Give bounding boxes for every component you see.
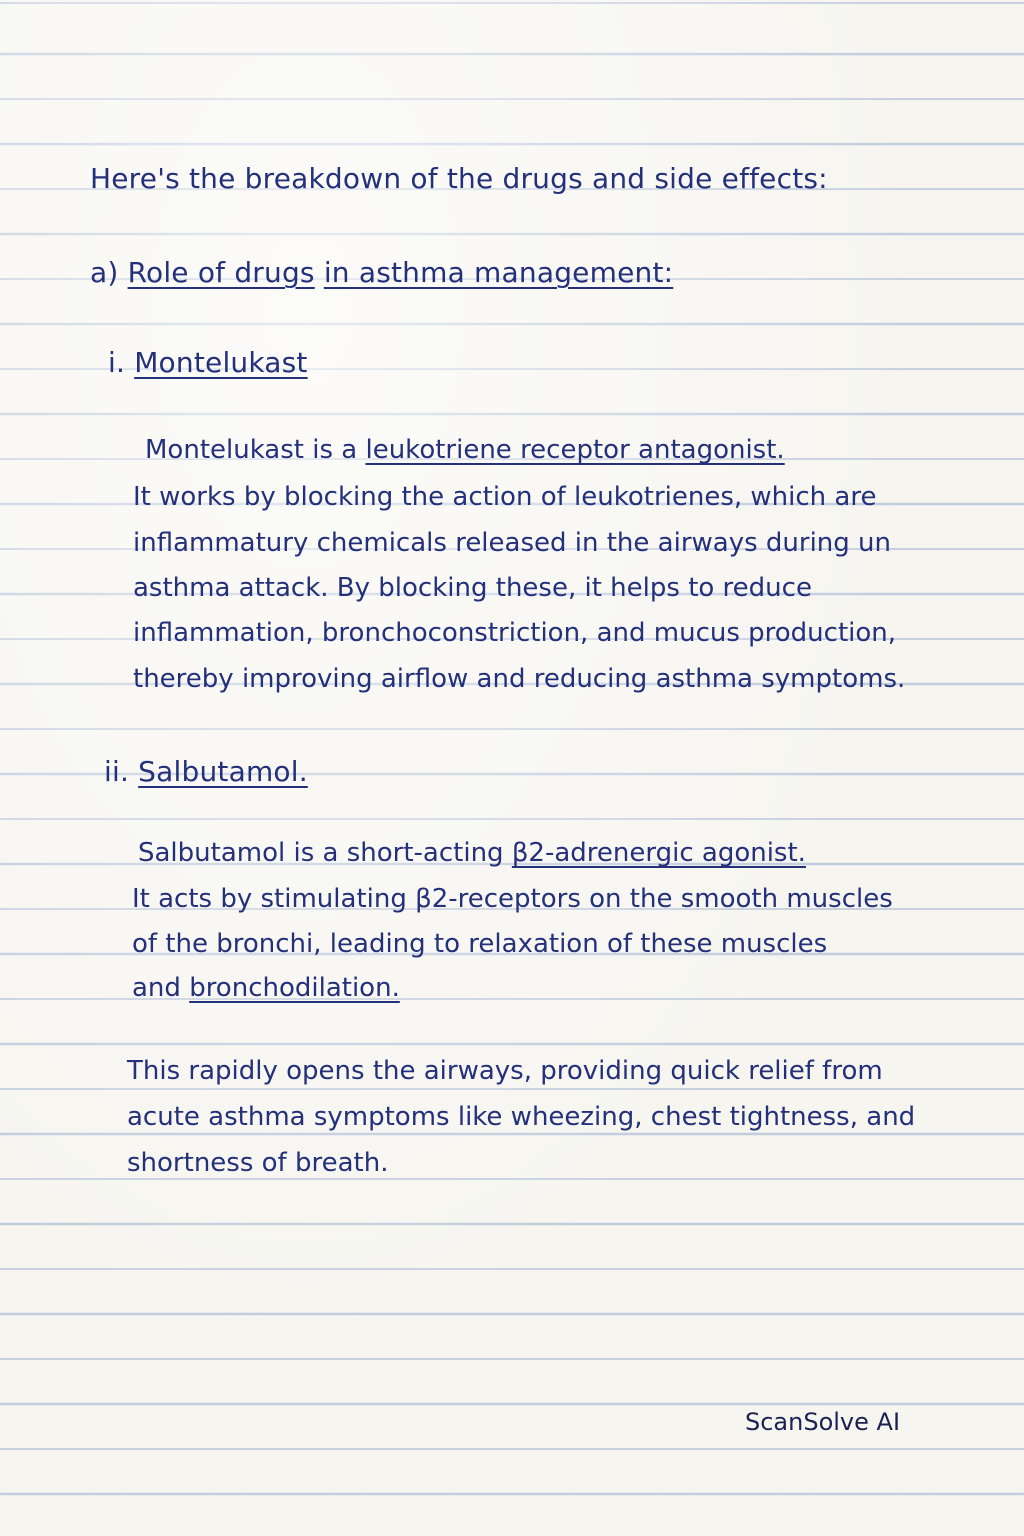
drug-2-last-line [132, 973, 400, 1003]
drug-2-first-line [138, 838, 806, 868]
scansolve-watermark: ScanSolve AI [745, 1408, 901, 1436]
drug-1-first-line [145, 435, 785, 465]
drug-2-name: Salbutamol. [138, 755, 308, 788]
section-a-title-underlined: Role of drugs [127, 256, 315, 289]
section-a-title-rest: in asthma management: [323, 256, 674, 289]
drug-2-heading [104, 755, 308, 788]
drug-2-first-line-lead: Salbutamol is a short-acting [138, 838, 504, 868]
section-a-heading [90, 256, 673, 289]
drug-1-name: Montelukast [134, 346, 308, 379]
drug-2-line: of the bronchi, leading to relaxation of these muscles [132, 929, 828, 959]
intro-heading: Here's the breakdown of the drugs and side effects: [90, 162, 828, 195]
drug-2-class: β2-adrenergic agonist. [511, 838, 806, 868]
drug-1-line: thereby improving airflow and reducing asthma symptoms. [133, 664, 906, 694]
drug-2-line: It acts by stimulating β2-receptors on the smooth muscles [132, 884, 893, 914]
drug-2-last-line-lead: and [132, 973, 181, 1003]
drug-1-line: asthma attack. By blocking these, it helps to reduce [133, 573, 812, 603]
drug-1-first-line-lead: Montelukast is a [145, 435, 358, 465]
drug-1-numeral: i. [108, 346, 126, 379]
drug-2-effect: bronchodilation. [189, 973, 400, 1003]
drug-1-heading [108, 346, 308, 379]
relief-line: shortness of breath. [127, 1148, 389, 1178]
drug-2-numeral: ii. [104, 755, 130, 788]
drug-1-line: inflammatury chemicals released in the airways during un [133, 528, 892, 558]
drug-1-line: It works by blocking the action of leukotrienes, which are [133, 482, 877, 512]
drug-1-line: inflammation, bronchoconstriction, and mucus production, [133, 618, 897, 648]
relief-line: acute asthma symptoms like wheezing, chest tightness, and [127, 1102, 916, 1132]
relief-line: This rapidly opens the airways, providing quick relief from [127, 1056, 883, 1086]
section-a-marker: a) [90, 256, 119, 289]
drug-1-class: leukotriene receptor antagonist. [365, 435, 785, 465]
